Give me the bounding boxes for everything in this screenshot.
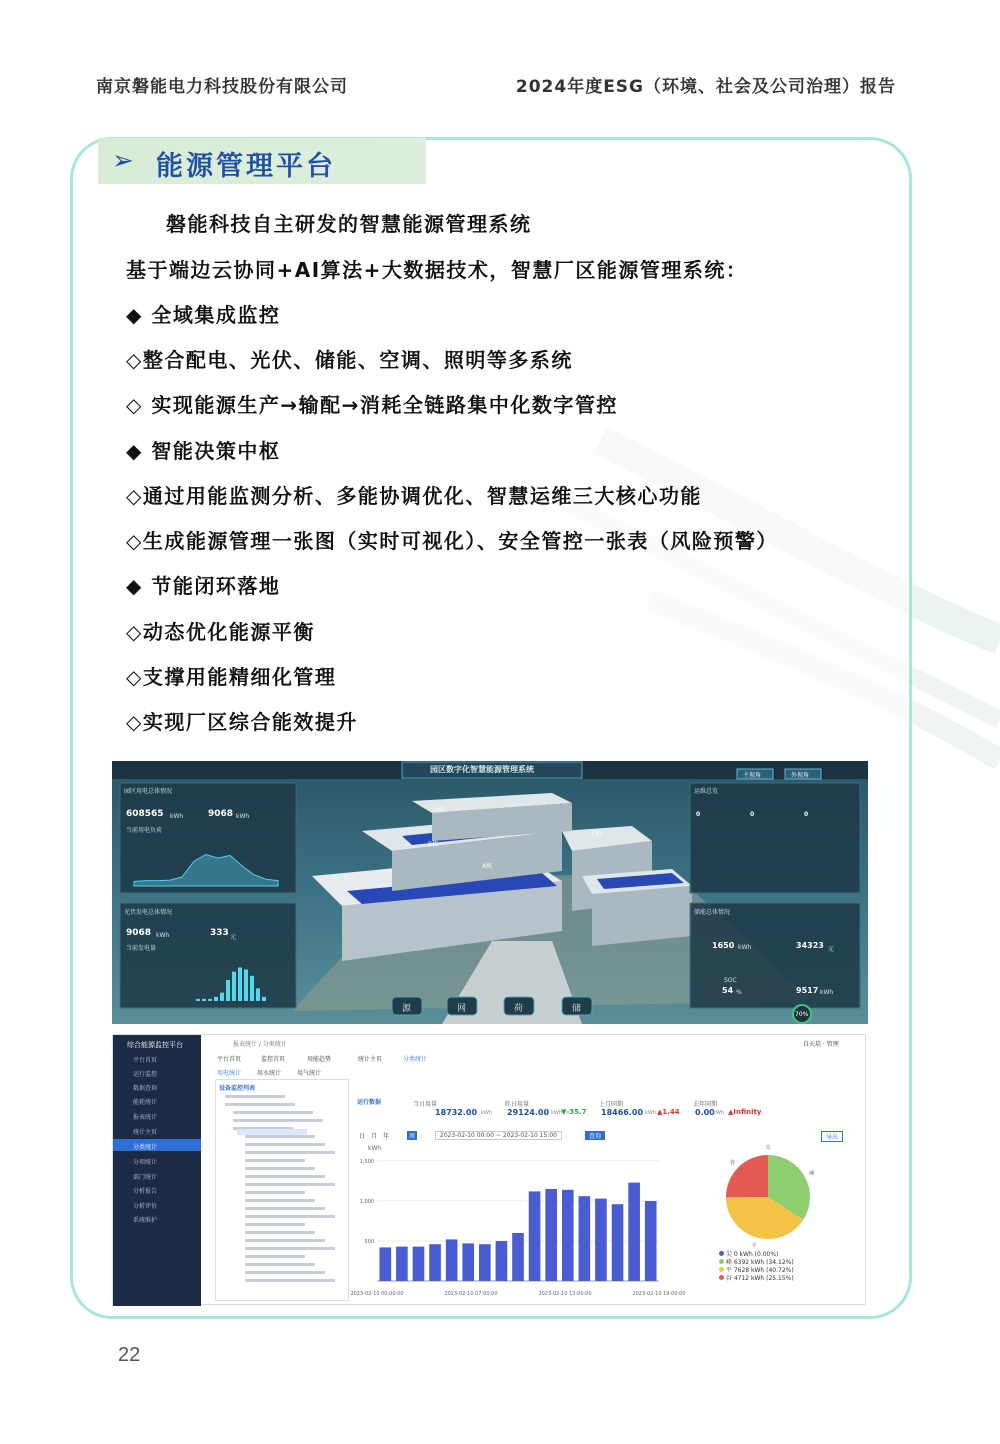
export-button[interactable]: 导出	[821, 1131, 843, 1142]
pv-bar	[196, 999, 200, 1001]
zoom-percent: 70%	[795, 1011, 809, 1018]
building-label-c: C栋	[592, 831, 603, 838]
storage-value-2: 34323	[796, 941, 824, 950]
bullet-1-2: ◇ 实现能源生产→输配→消耗全链路集中化数字管控	[126, 393, 618, 417]
kpi-unit-2: kWh	[645, 1110, 657, 1116]
pie-label: 峰	[809, 1171, 815, 1178]
tab-monitor[interactable]: 监控首页	[261, 1056, 286, 1063]
legend-item-0: 尖 0 kWh (0.00%)	[719, 1249, 794, 1257]
kpi-label-3: 去年同期	[693, 1101, 718, 1108]
storage-unit-4: kWh	[820, 989, 834, 996]
subtab-water[interactable]: 用水统计	[257, 1070, 282, 1077]
pv-bar	[232, 972, 236, 1001]
kpi-delta-1: ▼-35.7	[561, 1108, 587, 1116]
pie-legend	[719, 1249, 794, 1281]
subtab-electric[interactable]: 用电统计	[217, 1070, 242, 1077]
period-year[interactable]: 年	[383, 1133, 390, 1140]
y-tick-label: 1,000	[359, 1199, 374, 1205]
chart-ylabel: kWh	[368, 1145, 382, 1152]
kpi-label-0: 当日用量	[413, 1101, 438, 1108]
tree-row[interactable]	[245, 1151, 335, 1154]
app-title: 综合能源监控平台	[127, 1041, 183, 1049]
y-tick-label: 1,500	[359, 1159, 374, 1165]
kpi-unit-0: kWh	[481, 1110, 493, 1116]
usage-bar	[429, 1244, 441, 1281]
usage-pie-chart	[703, 1145, 833, 1250]
power-value-2: 9068	[208, 809, 234, 819]
building-label-b: B栋	[428, 841, 439, 848]
pv-bar	[208, 999, 212, 1001]
storage-unit-2: 元	[828, 946, 835, 953]
kpi-label-1: 昨日用量	[505, 1101, 530, 1108]
date-range-input[interactable]: 2023-02-10 00:00 ~ 2023-02-10 15:00	[435, 1131, 562, 1140]
menu-item-10[interactable]: 分析评价	[133, 1203, 158, 1210]
power-unit-1: kWh	[170, 813, 184, 820]
menu-item-0[interactable]: 平台首页	[133, 1057, 158, 1064]
arrow-icon: ➢	[112, 146, 134, 176]
x-tick-label: 2023-02-10 19:00:00	[632, 1291, 686, 1297]
pv-chart-title: 当前发电量	[126, 945, 157, 952]
pv-bar	[244, 970, 248, 1002]
bullet-1-1: ◇整合配电、光伏、储能、空调、照明等多系统	[126, 348, 573, 372]
tree-row[interactable]	[245, 1199, 315, 1202]
storage-value-3: 54	[722, 986, 734, 995]
usage-bar	[479, 1244, 491, 1281]
kpi-unit-1: kWh	[551, 1110, 563, 1116]
menu-item-1[interactable]: 运行监控	[133, 1071, 158, 1078]
subtab-gas[interactable]: 用气统计	[297, 1070, 322, 1077]
menu-item-3[interactable]: 能耗统计	[133, 1099, 158, 1106]
usage-bar	[446, 1239, 458, 1281]
legend-dot-2	[719, 1267, 724, 1272]
period-week[interactable]: 周	[409, 1133, 416, 1140]
load-chart-title: 当前用电负荷	[126, 827, 163, 834]
storage-unit-1: kWh	[738, 944, 752, 951]
pv-bar	[214, 997, 218, 1001]
pv-bar	[256, 988, 260, 1001]
usage-bar	[595, 1199, 607, 1281]
intro: 基于端边云协同+AI算法+大数据技术，智慧厂区能源管理系统：	[126, 258, 748, 282]
header-report-title: 2024年度ESG（环境、社会及公司治理）报告	[515, 77, 896, 97]
usage-bar	[628, 1183, 640, 1281]
usage-bar	[579, 1196, 591, 1281]
period-day[interactable]: 日	[359, 1133, 366, 1140]
kpi-value-3: 0.00	[695, 1108, 715, 1117]
usage-bar	[529, 1191, 541, 1281]
tree-row[interactable]	[245, 1135, 315, 1138]
pv-unit-1: kWh	[156, 932, 170, 939]
tree-row[interactable]	[245, 1271, 325, 1274]
tab-load[interactable]: 荷	[514, 1004, 524, 1014]
tree-row[interactable]	[245, 1175, 325, 1178]
ops-count-1: 0	[696, 811, 701, 818]
building-label-a: A栋	[482, 863, 493, 870]
x-tick-label: 2023-02-10 13:00:00	[538, 1291, 592, 1297]
tree-row[interactable]	[245, 1223, 305, 1226]
tree-row-selected[interactable]	[237, 1129, 307, 1135]
period-month[interactable]: 月	[371, 1133, 378, 1140]
subtitle: 磐能科技自主研发的智慧能源管理系统	[166, 212, 532, 236]
kpi-label-2: 上月同期	[599, 1101, 624, 1108]
kpi-title: 运行数据	[357, 1099, 382, 1106]
bullet-3-3: ◇实现厂区综合能效提升	[126, 710, 358, 734]
tree-row[interactable]	[225, 1095, 285, 1098]
section-header	[98, 138, 426, 184]
power-value-1: 608565	[126, 809, 164, 819]
kpi-delta-3: ▲Infinity	[728, 1108, 762, 1116]
tree-row[interactable]	[245, 1215, 335, 1218]
tab-category[interactable]: 分类统计	[403, 1056, 428, 1063]
usage-bar	[379, 1247, 391, 1281]
tree-row[interactable]	[245, 1143, 325, 1146]
usage-bar	[413, 1247, 425, 1281]
menu-item-2[interactable]: 数据查询	[133, 1085, 158, 1092]
usage-bar	[645, 1201, 657, 1281]
legend-item-3: 谷 4712 kWh (25.15%)	[719, 1273, 794, 1281]
dashboard-title: 园区数字化智慧能源管理系统	[430, 765, 534, 774]
bullet-3: ◆ 节能闭环落地	[126, 574, 281, 598]
x-tick-label: 2023-02-10 00:00:00	[350, 1291, 404, 1297]
statistics-screenshot	[112, 1034, 866, 1305]
menu-item-6[interactable]: 分类统计	[133, 1144, 158, 1151]
pv-unit-2: 元	[230, 934, 237, 941]
bullet-3-2: ◇支撑用能精细化管理	[126, 665, 337, 689]
building-label-d: D栋	[434, 807, 445, 814]
tab-grid[interactable]: 网	[457, 1004, 467, 1014]
ops-count-3: 0	[804, 811, 809, 818]
bullet-2-2: ◇生成能源管理一张图（实时可视化）、安全管控一张表（风险预警）	[126, 529, 778, 553]
campus-3d-view	[112, 761, 868, 1024]
tree-row[interactable]	[245, 1191, 305, 1194]
pv-value-2: 333	[210, 928, 229, 938]
legend-dot-3	[719, 1275, 724, 1280]
legend-item-2: 平 7628 kWh (40.72%)	[719, 1265, 794, 1273]
tree-row[interactable]	[245, 1247, 335, 1250]
tab-trend[interactable]: 用能趋势	[307, 1056, 332, 1063]
kpi-value-1: 29124.00	[507, 1108, 550, 1117]
pv-bar	[202, 999, 206, 1001]
main-view-button[interactable]: 主视角	[743, 772, 762, 779]
tree-title: 设备监控列表	[219, 1085, 256, 1092]
bullet-2: ◆ 智能决策中枢	[126, 439, 281, 463]
pv-bar	[250, 976, 254, 1001]
usage-bar	[545, 1189, 557, 1281]
ops-panel-title: 运维总览	[694, 788, 719, 795]
storage-panel-title: 储能总体情况	[694, 909, 731, 916]
kpi-unit-3: kWh	[713, 1110, 725, 1116]
power-unit-2: kWh	[236, 813, 250, 820]
bullet-2-1: ◇通过用能监测分析、多能协调优化、智慧运维三大核心功能	[126, 484, 702, 508]
ops-count-2: 0	[750, 811, 755, 818]
power-panel-title: 园区用电总体情况	[124, 788, 173, 795]
tree-row[interactable]	[245, 1159, 305, 1162]
storage-value-1: 1650	[712, 941, 735, 950]
tree-row[interactable]	[245, 1231, 315, 1234]
bullet-1: ◆ 全域集成监控	[126, 303, 281, 327]
tree-row[interactable]	[233, 1119, 323, 1122]
menu-item-5[interactable]: 统计主页	[133, 1129, 158, 1136]
legend-dot-0	[719, 1251, 724, 1256]
kpi-value-0: 18732.00	[435, 1108, 478, 1117]
query-button[interactable]: 查询	[585, 1131, 605, 1140]
dashboard-screenshot	[112, 761, 868, 1024]
usage-bar	[512, 1233, 524, 1281]
menu-item-11[interactable]: 系统维护	[133, 1217, 158, 1224]
y-tick-label: 500	[364, 1239, 374, 1245]
tree-row[interactable]	[233, 1111, 313, 1114]
pie-label: 尖	[765, 1145, 771, 1151]
kpi-value-2: 18466.00	[601, 1108, 644, 1117]
building-e	[582, 869, 692, 946]
soc-label: SOC	[724, 977, 737, 984]
menu-item-4[interactable]: 报表统计	[133, 1114, 158, 1121]
pv-panel-title: 光伏发电总体情况	[124, 909, 173, 916]
outer-view-button[interactable]: 外视角	[791, 772, 810, 779]
tree-row[interactable]	[245, 1255, 305, 1258]
tree-row[interactable]	[245, 1263, 315, 1266]
menu-item-8[interactable]: 部门统计	[133, 1174, 158, 1181]
storage-value-4: 9517	[796, 986, 819, 995]
tab-stats-home[interactable]: 统计主页	[358, 1056, 383, 1063]
legend-dot-1	[719, 1259, 724, 1264]
usage-bar	[462, 1243, 474, 1281]
pv-bar	[262, 997, 266, 1001]
pv-value-1: 9068	[126, 928, 152, 938]
usage-bar-chart	[349, 1143, 686, 1303]
pie-label: 平	[751, 1243, 757, 1250]
kpi-delta-2: ▲1.44	[657, 1108, 680, 1116]
x-tick-label: 2023-02-10 07:00:00	[444, 1291, 498, 1297]
menu-item-7[interactable]: 分项统计	[133, 1159, 158, 1166]
tree-row[interactable]	[245, 1279, 335, 1282]
tree-row[interactable]	[245, 1239, 325, 1242]
storage-unit-3: %	[736, 989, 742, 996]
bullet-3-1: ◇动态优化能源平衡	[126, 620, 315, 644]
tab-source[interactable]: 源	[402, 1004, 412, 1014]
menu-item-9[interactable]: 分析报告	[133, 1188, 158, 1195]
tab-storage[interactable]: 储	[572, 1004, 582, 1014]
pv-bar	[220, 993, 224, 1001]
usage-bar	[612, 1204, 624, 1281]
tab-home[interactable]: 平台首页	[217, 1056, 242, 1063]
tree-row[interactable]	[245, 1167, 315, 1170]
breadcrumb: 报表统计 / 分类统计	[233, 1041, 287, 1048]
usage-bar	[562, 1190, 574, 1281]
tree-row[interactable]	[225, 1103, 295, 1106]
page-number: 22	[118, 1344, 141, 1366]
pie-label: 谷	[729, 1159, 735, 1166]
usage-bar	[496, 1241, 508, 1281]
legend-item-1: 峰 6392 kWh (34.12%)	[719, 1257, 794, 1265]
tree-row[interactable]	[245, 1183, 335, 1186]
pv-bar	[226, 980, 230, 1001]
section-title: 能源管理平台	[156, 151, 336, 182]
user-menu[interactable]: 自天培 · 管理	[803, 1041, 839, 1048]
tree-lines	[215, 1095, 349, 1295]
pv-bar	[238, 967, 242, 1001]
usage-bar	[396, 1247, 408, 1281]
tree-row[interactable]	[245, 1207, 325, 1210]
header-company: 南京磐能电力科技股份有限公司	[96, 77, 348, 97]
